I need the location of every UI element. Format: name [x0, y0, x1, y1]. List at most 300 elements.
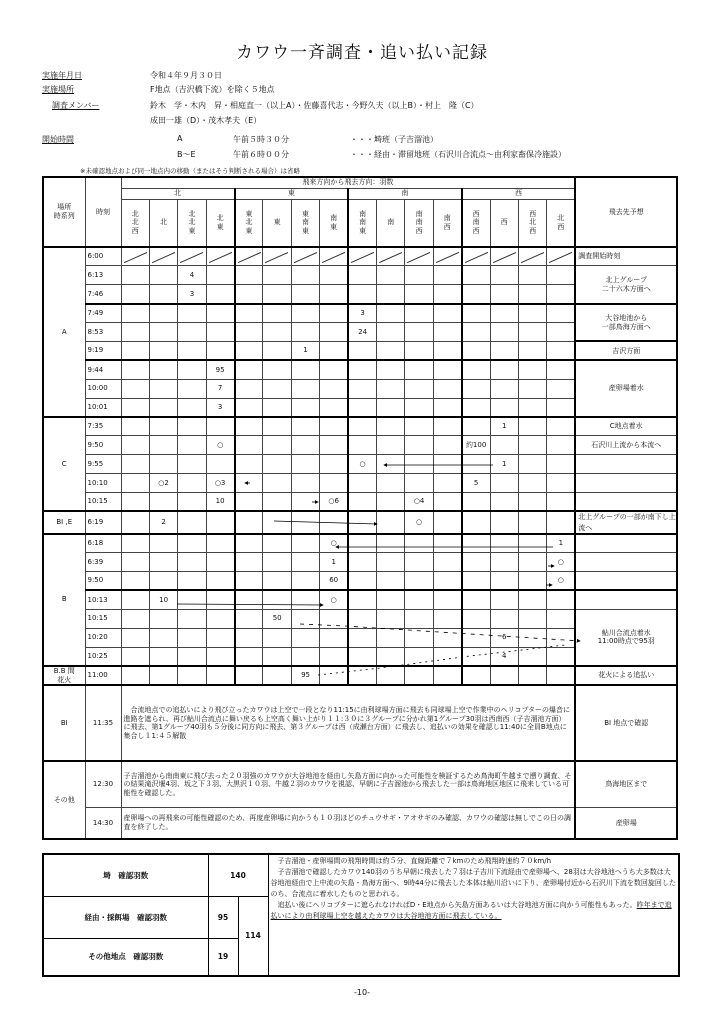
count-cell	[462, 285, 490, 304]
count-cell	[433, 304, 461, 323]
time-cell: 7:46	[85, 285, 121, 304]
count-cell	[121, 572, 149, 591]
count-cell: 1	[320, 553, 348, 572]
count-cell	[405, 360, 433, 379]
dest-line: 二十六木方面へ	[601, 284, 651, 293]
header-dir-char: 東	[245, 209, 253, 218]
count-cell	[320, 266, 348, 285]
start-site-b: B～E	[177, 150, 196, 159]
count-cell	[547, 398, 575, 417]
count-cell	[206, 341, 234, 360]
count-cell	[121, 647, 149, 666]
count-cell	[348, 474, 376, 493]
time-cell: 14:30	[85, 807, 121, 839]
count-cell: ○	[206, 436, 234, 455]
start-note-a: ・・・塒班（子吉溜池）	[350, 135, 438, 144]
header-place	[43, 177, 85, 247]
header-time: 時刻	[85, 177, 121, 247]
count-cell	[377, 572, 405, 591]
dest-line: 一部鳥海方面へ	[601, 322, 651, 331]
count-cell	[490, 511, 518, 533]
count-cell	[263, 590, 291, 609]
count-cell	[377, 341, 405, 360]
count-cell	[377, 609, 405, 628]
count-cell: 1	[490, 455, 518, 474]
count-cell	[149, 341, 177, 360]
count-cell	[235, 474, 263, 493]
header-group: 北	[121, 188, 235, 199]
time-cell: 10:25	[85, 647, 121, 666]
count-cell	[490, 341, 518, 360]
count-cell	[263, 628, 291, 647]
table-row	[43, 572, 677, 591]
count-cell	[348, 609, 376, 628]
table-row	[43, 609, 677, 628]
count-cell	[121, 417, 149, 436]
table-row	[43, 511, 677, 533]
start-note-b: ・・・経由・滞留地班（石沢川合流点～由利家畜保冷施設）	[350, 150, 566, 159]
header-dir-char: 北	[216, 214, 224, 222]
count-cell	[348, 666, 376, 686]
notes-p1: 子吉溜池・産卵場間の飛翔時間は約５分、直線距離で７kmのため飛翔時速約７０km/h	[270, 857, 552, 865]
count-cell	[235, 455, 263, 474]
count-cell	[178, 647, 206, 666]
count-cell	[518, 534, 546, 553]
count-cell	[462, 417, 490, 436]
table-row	[43, 304, 677, 323]
count-cell	[149, 647, 177, 666]
count-cell	[490, 247, 518, 266]
count-cell	[320, 628, 348, 647]
count-cell	[291, 647, 319, 666]
count-cell	[263, 379, 291, 398]
header-dir	[490, 199, 518, 247]
header-dir-char: 東	[188, 227, 196, 236]
members-label: 調査メンバー	[52, 101, 100, 110]
count-cell: 10	[206, 493, 234, 512]
count-cell	[178, 341, 206, 360]
destination-cell: 北上グループの一部が南下し上流へ	[575, 511, 677, 533]
count-cell	[178, 572, 206, 591]
count-cell	[433, 609, 461, 628]
header-dir-char: 北	[131, 209, 139, 218]
count-cell	[320, 647, 348, 666]
count-cell	[348, 511, 376, 533]
count-cell	[348, 266, 376, 285]
time-cell: 10:00	[85, 379, 121, 398]
count-cell	[178, 436, 206, 455]
count-cell	[433, 628, 461, 647]
header-dir-char: 東	[302, 227, 310, 236]
count-cell	[462, 572, 490, 591]
count-cell	[121, 609, 149, 628]
count-cell	[518, 417, 546, 436]
count-cell	[235, 341, 263, 360]
count-cell	[348, 398, 376, 417]
header-dir	[121, 199, 149, 247]
count-cell	[178, 304, 206, 323]
site-label: その他	[43, 761, 85, 839]
time-cell: 10:10	[85, 474, 121, 493]
count-cell: ○6	[320, 493, 348, 512]
dest-line: 11:00時点で95羽	[597, 637, 655, 646]
header-dir	[178, 199, 206, 247]
count-cell	[178, 474, 206, 493]
header-place-1: 場所	[57, 203, 72, 212]
table-row-bi	[43, 685, 677, 761]
time-cell: 9:44	[85, 360, 121, 379]
footnote: ※未確認地点および同一地点内の移動（またはそう判断される場合）は省略	[80, 167, 300, 175]
header-group: 南	[348, 188, 462, 199]
members-line1: 鈴木 学・木内 昇・相庭直一（以上A）・佐藤喜代志・今野久夫（以上B）・村上 隆（C）	[150, 101, 479, 110]
place-value: F地点（吉沢橋下流）を除く５地点	[150, 85, 275, 94]
time-cell: 7:35	[85, 417, 121, 436]
header-dir	[149, 199, 177, 247]
count-cell	[547, 285, 575, 304]
count-cell	[291, 474, 319, 493]
count-cell	[462, 398, 490, 417]
destination-cell: 産卵場	[575, 807, 677, 839]
table-row	[43, 341, 677, 360]
count-cell	[490, 285, 518, 304]
count-cell	[348, 590, 376, 609]
count-cell	[490, 436, 518, 455]
count-cell	[178, 247, 206, 266]
time-cell: 9:55	[85, 455, 121, 474]
count-cell	[178, 666, 206, 686]
count-cell	[433, 493, 461, 512]
count-cell	[121, 628, 149, 647]
destination-cell: 石沢川上流から本流へ	[575, 436, 677, 455]
count-cell	[490, 398, 518, 417]
header-dir	[263, 199, 291, 247]
count-cell	[206, 590, 234, 609]
header-dir-char: 南	[415, 209, 423, 218]
subtotal-value: 114	[238, 896, 268, 976]
count-cell	[377, 511, 405, 533]
count-cell	[291, 360, 319, 379]
table-row	[43, 417, 677, 436]
count-cell: 50	[263, 609, 291, 628]
time-cell: 9:50	[85, 572, 121, 591]
time-cell: 12:30	[85, 761, 121, 807]
count-cell	[291, 493, 319, 512]
count-cell	[291, 590, 319, 609]
count-cell	[206, 609, 234, 628]
count-cell	[547, 323, 575, 342]
count-cell	[178, 323, 206, 342]
count-cell	[121, 455, 149, 474]
header-dir-char: 西	[472, 227, 480, 236]
count-cell	[263, 323, 291, 342]
count-cell	[547, 417, 575, 436]
count-cell	[518, 609, 546, 628]
count-cell	[178, 553, 206, 572]
count-cell	[462, 590, 490, 609]
header-dir-char: 西	[131, 227, 139, 236]
count-cell	[263, 436, 291, 455]
count-cell	[291, 511, 319, 533]
count-cell	[518, 360, 546, 379]
count-cell	[320, 341, 348, 360]
destination-cell	[575, 609, 677, 666]
count-cell: 24	[348, 323, 376, 342]
count-cell	[235, 493, 263, 512]
header-dir-char: 南	[330, 214, 338, 222]
header-dir	[547, 199, 575, 247]
header-dir-char: 南	[359, 218, 367, 227]
header-dir	[235, 199, 263, 247]
table-row	[43, 436, 677, 455]
count-cell	[235, 417, 263, 436]
count-cell	[405, 455, 433, 474]
header-dir-char: 東	[273, 218, 281, 227]
count-cell	[235, 360, 263, 379]
count-cell	[206, 323, 234, 342]
count-cell	[121, 360, 149, 379]
count-cell	[518, 666, 546, 686]
count-cell: 4	[178, 266, 206, 285]
transit-count-value: 95	[208, 896, 238, 938]
count-cell	[206, 304, 234, 323]
count-cell	[433, 360, 461, 379]
header-dir	[348, 199, 376, 247]
destination-cell	[575, 493, 677, 512]
count-cell	[433, 398, 461, 417]
count-cell	[433, 455, 461, 474]
count-cell	[462, 511, 490, 533]
count-cell	[405, 266, 433, 285]
count-cell	[377, 436, 405, 455]
header-dir-char: 東	[245, 227, 253, 236]
count-cell	[462, 666, 490, 686]
count-cell: 1	[547, 534, 575, 553]
count-cell: 6	[490, 628, 518, 647]
count-cell	[405, 436, 433, 455]
count-cell	[405, 247, 433, 266]
header-dir-char: 南	[302, 218, 310, 227]
count-cell	[462, 534, 490, 553]
count-cell	[291, 323, 319, 342]
count-cell	[206, 285, 234, 304]
count-cell	[263, 341, 291, 360]
count-cell	[518, 572, 546, 591]
page-number: -10-	[354, 988, 370, 997]
count-cell	[405, 474, 433, 493]
count-cell	[518, 553, 546, 572]
count-cell	[462, 609, 490, 628]
count-cell	[547, 590, 575, 609]
time-cell: 8:53	[85, 323, 121, 342]
count-cell: 2	[149, 511, 177, 533]
count-cell	[348, 379, 376, 398]
count-cell	[178, 511, 206, 533]
count-cell	[377, 285, 405, 304]
count-cell	[206, 417, 234, 436]
count-cell	[291, 417, 319, 436]
count-cell	[518, 379, 546, 398]
count-cell	[490, 360, 518, 379]
count-cell	[433, 666, 461, 686]
count-cell	[149, 572, 177, 591]
count-cell	[405, 398, 433, 417]
count-cell	[462, 341, 490, 360]
count-cell	[121, 341, 149, 360]
count-cell	[320, 474, 348, 493]
count-cell	[348, 436, 376, 455]
count-cell	[291, 285, 319, 304]
count-cell: 60	[320, 572, 348, 591]
header-dir-char: 北	[557, 214, 565, 222]
count-cell	[348, 534, 376, 553]
date-label: 実施年月日	[42, 71, 82, 80]
count-cell	[320, 247, 348, 266]
count-cell	[263, 360, 291, 379]
count-cell	[235, 609, 263, 628]
count-cell	[206, 534, 234, 553]
count-cell: ○3	[206, 474, 234, 493]
count-cell	[462, 553, 490, 572]
count-cell: 4	[490, 647, 518, 666]
count-cell	[320, 285, 348, 304]
count-cell	[547, 379, 575, 398]
count-cell	[149, 398, 177, 417]
count-cell	[320, 666, 348, 686]
count-cell	[518, 455, 546, 474]
destination-cell: 吉沢方面	[575, 341, 677, 360]
count-cell	[149, 455, 177, 474]
dest-line: 北上グループ	[605, 275, 647, 284]
count-cell	[235, 285, 263, 304]
count-cell: 1	[291, 341, 319, 360]
count-cell: 1	[490, 417, 518, 436]
count-cell	[547, 666, 575, 686]
count-cell	[149, 285, 177, 304]
count-cell	[121, 436, 149, 455]
other-narrative: 産卵場への再飛来の可能性確認のため、再度産卵場に向かうも１０羽ほどのチュウサギ・アオサギのみ確認、カワウの確認は無しでこの日の調査を終了した。	[121, 807, 575, 839]
count-cell	[377, 360, 405, 379]
count-cell	[121, 266, 149, 285]
count-cell	[178, 590, 206, 609]
header-dir-char: 南	[387, 218, 395, 227]
count-cell	[348, 285, 376, 304]
header-dir-char: 北	[529, 218, 537, 227]
count-cell	[405, 417, 433, 436]
count-cell	[121, 666, 149, 686]
count-cell	[206, 572, 234, 591]
time-cell: 7:49	[85, 304, 121, 323]
header-dir	[377, 199, 405, 247]
count-cell	[235, 304, 263, 323]
count-cell	[377, 590, 405, 609]
count-cell	[377, 455, 405, 474]
count-cell: ○	[320, 590, 348, 609]
header-dir-char: 西	[557, 222, 565, 231]
count-cell	[433, 341, 461, 360]
count-cell	[490, 474, 518, 493]
header-dir-char: 東	[302, 209, 310, 218]
count-cell	[149, 417, 177, 436]
count-cell	[377, 398, 405, 417]
header-dir	[433, 199, 461, 247]
count-cell	[405, 304, 433, 323]
count-cell	[206, 455, 234, 474]
time-cell: 6:18	[85, 534, 121, 553]
count-cell	[348, 341, 376, 360]
destination-cell: 鳥海地区まで	[575, 761, 677, 807]
count-cell	[263, 247, 291, 266]
count-cell	[206, 266, 234, 285]
count-cell	[490, 266, 518, 285]
count-cell	[291, 247, 319, 266]
count-cell	[235, 666, 263, 686]
time-cell: 10:13	[85, 590, 121, 609]
count-cell	[518, 323, 546, 342]
count-cell	[462, 379, 490, 398]
count-cell	[490, 572, 518, 591]
count-cell	[405, 323, 433, 342]
count-cell	[405, 590, 433, 609]
count-cell	[121, 534, 149, 553]
count-cell: 3	[348, 304, 376, 323]
header-dir-char: 北	[160, 218, 168, 227]
count-cell	[462, 493, 490, 512]
count-cell	[433, 534, 461, 553]
count-cell	[462, 360, 490, 379]
table-row	[43, 534, 677, 553]
count-cell	[433, 266, 461, 285]
count-cell	[433, 553, 461, 572]
count-cell	[547, 609, 575, 628]
count-cell	[320, 323, 348, 342]
header-dir-char: 西	[529, 227, 537, 236]
count-cell	[405, 572, 433, 591]
count-cell	[206, 628, 234, 647]
count-cell	[263, 266, 291, 285]
count-cell	[433, 417, 461, 436]
count-cell	[547, 455, 575, 474]
count-cell	[433, 379, 461, 398]
count-cell	[206, 511, 234, 533]
header-dir-char: 東	[216, 222, 224, 231]
count-cell	[405, 285, 433, 304]
header-dir	[405, 199, 433, 247]
count-cell	[291, 534, 319, 553]
count-cell	[405, 341, 433, 360]
count-cell	[263, 304, 291, 323]
count-cell	[178, 398, 206, 417]
count-cell	[178, 534, 206, 553]
header-destination: 飛去先予想	[575, 177, 677, 247]
header-dir	[291, 199, 319, 247]
header-dir-char: 南	[415, 218, 423, 227]
count-cell	[121, 398, 149, 417]
count-cell	[518, 304, 546, 323]
count-cell	[178, 455, 206, 474]
count-cell	[263, 474, 291, 493]
count-cell	[291, 572, 319, 591]
table-row	[43, 455, 677, 474]
count-cell	[518, 493, 546, 512]
count-cell	[320, 360, 348, 379]
count-cell	[206, 553, 234, 572]
count-cell	[377, 628, 405, 647]
count-cell	[291, 398, 319, 417]
count-cell	[149, 266, 177, 285]
other-count-label: その他地点 確認羽数	[43, 938, 208, 976]
count-cell	[462, 647, 490, 666]
table-row	[43, 266, 677, 285]
